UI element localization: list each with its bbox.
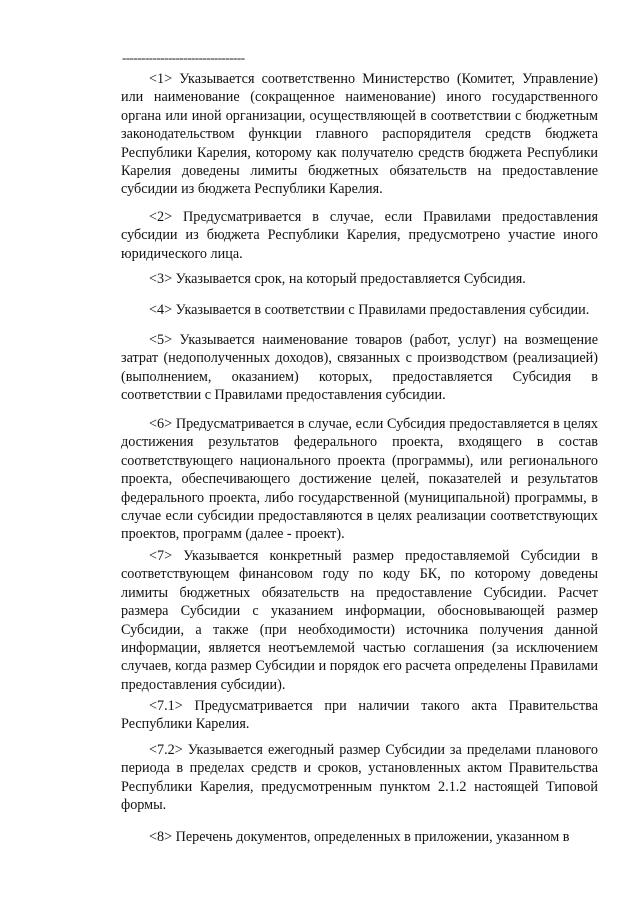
footnote-7-1: <7.1> Предусматривается при наличии такого акта Правительства Республики Карелия. [121,698,598,733]
footnote-1: <1> Указывается соответственно Министерство (Комитет, Управление) или наименование (сокращенное наименование) иного государственного органа или иной организации, осуществляющей в соответствии с бюджетным законодательством функции главного распорядителя средств бюджета Республики Карелия, которому как получателю средств бюджета Республики Карелия доведены лимиты бюджетных обязательств на предоставление субсидии из бюджета Республики Карелия. [121,71,598,198]
footnote-5: <5> Указывается наименование товаров (работ, услуг) на возмещение затрат (недополученных доходов), связанных с производством (реализацией) (выполнением, оказанием) которых, предоставляется Субсидия в соответствии с Правилами предоставления субсидии. [121,332,598,404]
footnote-6: <6> Предусматривается в случае, если Субсидия предоставляется в целях достижения результатов федерального проекта, входящего в состав соответствующего национального проекта (программы), или регионального проекта, обеспечивающего достижение целей, показателей и результатов федерального проекта, либо государственной (муниципальной) программы, в случае если субсидии предоставляются в целях реализации соответствующих проектов, программ (далее - проект). [121,416,598,543]
footnote-3: <3> Указывается срок, на который предоставляется Субсидия. [149,271,526,287]
footnote-8: <8> Перечень документов, определенных в приложении, указанном в [149,829,570,845]
footnote-7-2: <7.2> Указывается ежегодный размер Субсидии за пределами планового периода в пределах средств и сроков, установленных актом Правительства Республики Карелия, предусмотренным пунктом 2.1.2 настоящей Типовой формы. [121,742,598,814]
footnote-2: <2> Предусматривается в случае, если Правилами предоставления субсидии из бюджета Республики Карелия, предусмотрено участие иного юридического лица. [121,209,598,262]
footnote-4: <4> Указывается в соответствии с Правилами предоставления субсидии. [149,302,590,318]
footnote-7: <7> Указывается конкретный размер предоставляемой Субсидии в соответствующем финансовом году по коду БК, по которому доведены лимиты бюджетных обязательств на предоставление Субсидии. Расчет размера Субсидии с указанием информации, обосновывающей размер Субсидии, а также (при необходимости) источника получения данной информации, является неотъемлемой частью соглашения (за исключением случаев, когда размер Субсидии и порядок его расчета определены Правилами предоставления субсидии). [121,548,598,693]
footnote-separator: -------------------------------- [122,50,245,65]
